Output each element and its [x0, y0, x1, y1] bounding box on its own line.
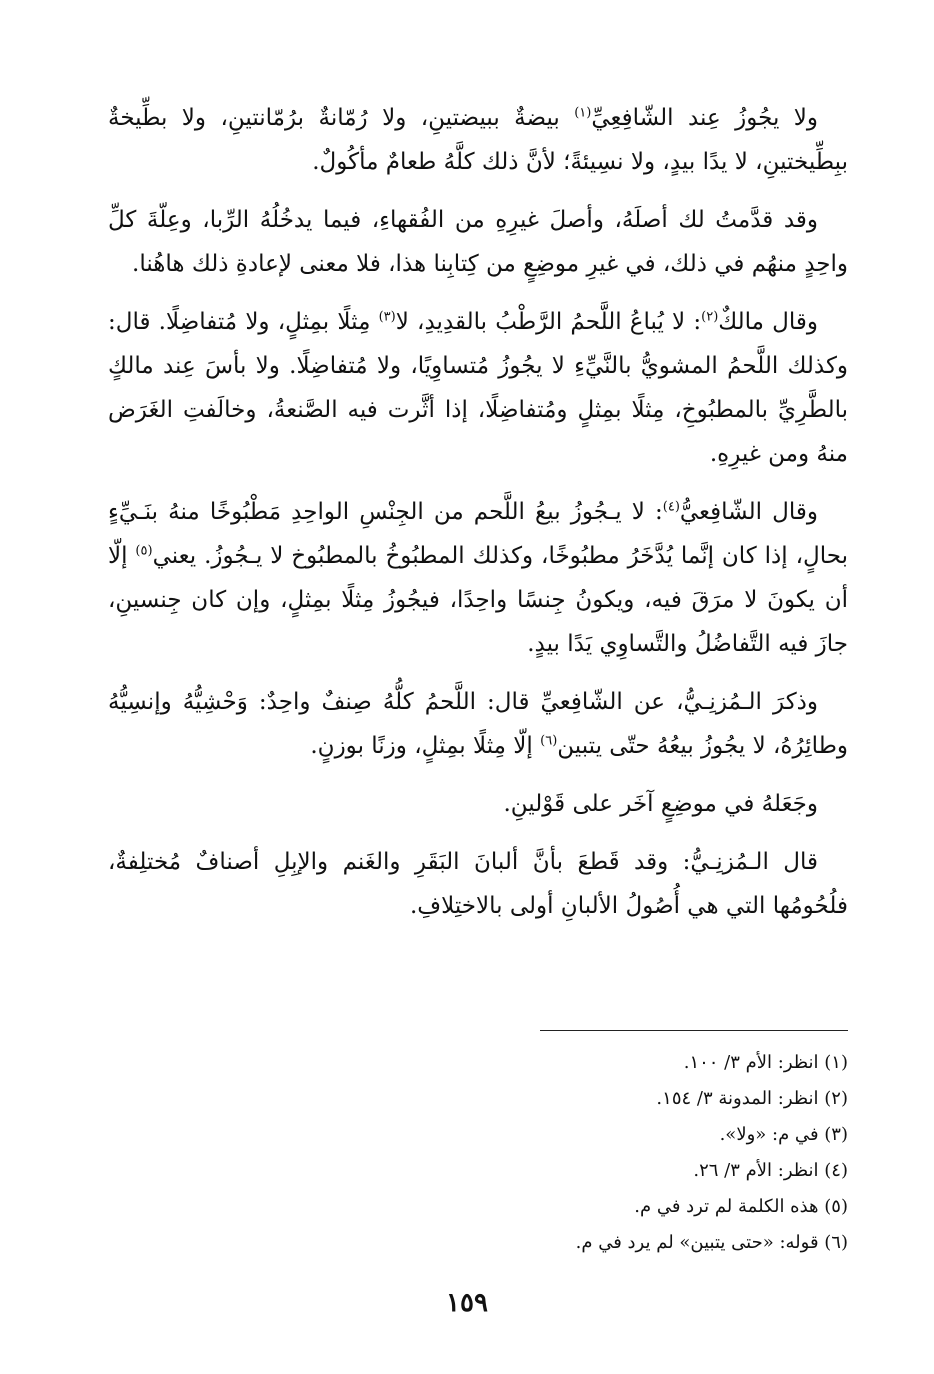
- footnote-2: (٢) انظر: المدونة ٣/ ١٥٤.: [656, 1088, 848, 1109]
- footnote-4: (٤) انظر: الأم ٣/ ٢٦.: [693, 1160, 848, 1181]
- paragraph-2: وقد قدَّمتُ لك أصلَهُ، وأصلَ غيرِهِ من الفُقهاءِ، فيما يدخُلُهُ الرِّبا، وعِلّةَ كلِّ واحِدٍ منهُم في ذلك، في غيرِ موضِعٍ من كِتابِنا هذا، فلا معنى لإعادةِ ذلك هاهُنا.: [108, 207, 848, 277]
- footnote-ref-2: (٢): [701, 309, 719, 325]
- footnote-divider: [540, 1030, 848, 1031]
- footnote-ref-5: (٥): [135, 543, 153, 559]
- footnote-ref-4: (٤): [662, 499, 680, 515]
- paragraph-6: وجَعَلهُ في موضِعٍ آخَر على قَوْلينِ.: [503, 791, 818, 817]
- footnote-3: (٣) في م: «ولا».: [719, 1124, 848, 1145]
- footnote-ref-1: (١): [574, 105, 592, 121]
- page-number: ١٥٩: [446, 1288, 488, 1318]
- paragraph-5: وذكرَ الـمُزنِـيُّ، عن الشّافِعيِّ قال: اللَّحمُ كلُّهُ صِنفٌ واحِدٌ: وَحْشِيُّهُ وإنسِيُّهُ وطائِرُهُ، لا يجُوزُ بيعُهُ حتّى يتبين$^{(٦)}$ إلّا مِثلًا بمِثلٍ، وزنًا بوزنٍ.: [108, 689, 848, 759]
- footnote-ref-6: (٦): [540, 733, 558, 749]
- paragraph-3: وقال مالكٌ$^{(٢)}$: لا يُباعُ اللَّحمُ الرَّطْبُ بالقدِيدِ، لا$^{(٣)}$ مِثلًا بمِثلٍ، ولا مُتفاضِلًا. قال: وكذلك اللَّحمُ المشويُّ بالنَّيِّءِ لا يجُوزُ مُتساوِيًا، ولا مُتفاضِلًا. ولا بأسَ عِند مالكٍ بالطَّرِيِّ بالمطبُوخِ، مِثلًا بمِثلٍ ومُتفاضِلًا، إذا أثَّرت فيه الصَّنعةُ، وخالَفتِ الغَرَض منهُ ومن غيرِهِ.: [108, 309, 848, 467]
- footnote-6: (٦) قوله: «حتى يتبين» لم يرد في م.: [575, 1232, 848, 1253]
- footnotes: [108, 1045, 848, 1261]
- paragraph-1: ولا يجُوزُ عِند الشّافِعِيِّ$^{(١)}$ بيضةٌ ببيضتينِ، ولا رُمّانةٌ برُمّانتينِ، ولا بطِّيخةٌ ببِطِّيختينِ، لا يدًا بيدٍ، ولا نسِيئةً؛ لأنَّ ذلك كلَّهُ طعامٌ مأكُولٌ.: [108, 105, 848, 175]
- footnote-ref-3: (٣): [378, 309, 396, 325]
- paragraph-7: قال الـمُزنِـيُّ: وقد قَطعَ بأنَّ ألبانَ البَقَرِ والغَنم والإبِلِ أصنافٌ مُختلِفةٌ، فلُحُومُها التي هي أُصُولُ الألبانِ أولى بالاختِلافِ.: [108, 849, 848, 919]
- main-text: [108, 96, 848, 942]
- paragraph-4: وقال الشّافِعيُّ$^{(٤)}$: لا يـجُوزُ بيعُ اللَّحم من الجِنْسِ الواحِدِ مَطْبُوخًا منهُ بنَـيِّءٍ بحالٍ، إذا كان إنَّما يُدَّخَرُ مطبُوخًا، وكذلك المطبُوخُ بالمطبُوخ لا يـجُوزُ. يعني$^{(٥)}$ إلّا أن يكونَ لا مرَقَ فيه، ويكونُ جِنسًا واحِدًا، فيجُوزُ مِثلًا بمِثلٍ، وإن كان جِنسينِ، جازَ فيه التَّفاضُلُ والتَّساوِي يَدًا بيدٍ.: [108, 499, 848, 657]
- footnote-5: (٥) هذه الكلمة لم ترد في م.: [634, 1196, 848, 1217]
- footnote-1: (١) انظر: الأم ٣/ ١٠٠.: [683, 1052, 848, 1073]
